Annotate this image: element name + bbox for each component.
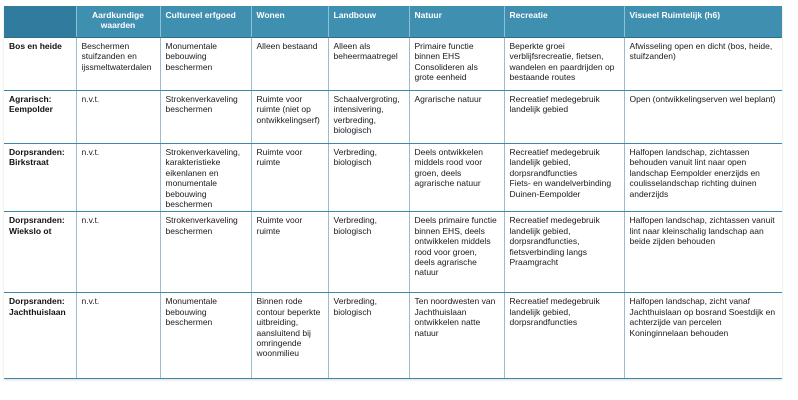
cell-recreatie: Recreatief medegebruik landelijk gebied, dorpsrandfuncties bbox=[504, 293, 624, 379]
cell-erfgoed: Strokenverkaveling, karakteristieke eikenlanen en monumentale bebouwing beschermen bbox=[160, 144, 251, 212]
cell-wonen: Ruimte voor ruimte (niet op ontwikkelingserf) bbox=[251, 91, 328, 144]
cell-landbouw: Verbreding, biologisch bbox=[328, 144, 409, 212]
cell-recreatie: Recreatief medegebruik landelijk gebied bbox=[504, 91, 624, 144]
header-aardkundige-waarden: Aardkundige waarden bbox=[76, 6, 160, 38]
cell-aardkundig: n.v.t. bbox=[76, 212, 160, 293]
cell-erfgoed: Monumentale bebouwing beschermen bbox=[160, 293, 251, 379]
cell-aardkundig: n.v.t. bbox=[76, 144, 160, 212]
table-row bbox=[4, 144, 782, 212]
row-area-label: Dorpsranden: Birkstraat bbox=[4, 144, 76, 212]
cell-recreatie: Beperkte groei verblijfsrecreatie, fietsen, wandelen en paardrijden op bestaande routes bbox=[504, 38, 624, 91]
cell-recreatie-line: Recreatief medegebruik landelijk gebied, dorpsrandfuncties bbox=[509, 147, 600, 178]
cell-visueel: Halfopen landschap, zichtassen behouden vanuit lint naar open landschap Eempolder enerzijds en coulisselandschap richting duinen anderzijds bbox=[624, 144, 782, 212]
cell-recreatie bbox=[504, 144, 624, 212]
cell-erfgoed: Monumentale bebouwing beschermen bbox=[160, 38, 251, 91]
cell-wonen: Alleen bestaand bbox=[251, 38, 328, 91]
cell-erfgoed: Strokenverkaveling beschermen bbox=[160, 212, 251, 293]
cell-natuur: Ten noordwesten van Jachthuislaan ontwikkelen natte natuur bbox=[409, 293, 504, 379]
cell-wonen: Ruimte voor ruimte bbox=[251, 144, 328, 212]
header-natuur: Natuur bbox=[409, 6, 504, 38]
cell-natuur: Deels ontwikkelen middels rood voor groen, deels agrarische natuur bbox=[409, 144, 504, 212]
cell-natuur bbox=[409, 38, 504, 91]
row-area-label: Dorpsranden: Wiekslo ot bbox=[4, 212, 76, 293]
cell-visueel: Halfopen landschap, zichtassen vanuit lint naar kleinschalig landschap aan beide zijden behouden bbox=[624, 212, 782, 293]
cell-landbouw: Verbreding, biologisch bbox=[328, 212, 409, 293]
cell-landbouw: Verbreding, biologisch bbox=[328, 293, 409, 379]
cell-natuur-line: Consolideren als grote eenheid bbox=[414, 61, 478, 83]
landscape-policy-table bbox=[4, 6, 782, 379]
cell-wonen: Binnen rode contour beperkte uitbreiding, aansluitend bij omringende woonmilieu bbox=[251, 293, 328, 379]
table-row bbox=[4, 91, 782, 144]
cell-visueel: Halfopen landschap, zicht vanaf Jachthuislaan op bosrand Soestdijk en achterzijde van percelen Koninginnelaan behouden bbox=[624, 293, 782, 379]
header-cultureel-erfgoed: Cultureel erfgoed bbox=[160, 6, 251, 38]
cell-aardkundig: n.v.t. bbox=[76, 91, 160, 144]
cell-natuur-line: Primaire functie binnen EHS bbox=[414, 41, 474, 62]
cell-wonen: Ruimte voor ruimte bbox=[251, 212, 328, 293]
header-wonen: Wonen bbox=[251, 6, 328, 38]
row-area-label: Bos en heide bbox=[4, 38, 76, 91]
table-row bbox=[4, 38, 782, 91]
table-header-row bbox=[4, 6, 782, 38]
table-row bbox=[4, 293, 782, 379]
row-area-label: Dorpsranden: Jachthuislaan bbox=[4, 293, 76, 379]
cell-visueel: Open (ontwikkelingserven wel beplant) bbox=[624, 91, 782, 144]
header-visueel-ruimtelijk: Visueel Ruimtelijk (h6) bbox=[624, 6, 782, 38]
cell-erfgoed: Strokenverkaveling beschermen bbox=[160, 91, 251, 144]
cell-visueel: Afwisseling open en dicht (bos, heide, stuifzanden) bbox=[624, 38, 782, 91]
header-landbouw: Landbouw bbox=[328, 6, 409, 38]
cell-landbouw: Schaalvergroting, intensivering, verbreding, biologisch bbox=[328, 91, 409, 144]
header-area bbox=[4, 6, 76, 38]
cell-natuur: Deels primaire functie binnen EHS, deels ontwikkelen middels rood voor groen, deels agrarische natuur bbox=[409, 212, 504, 293]
cell-recreatie-line: Fiets- en wandelverbinding Duinen-Eempolder bbox=[509, 178, 612, 199]
row-area-label: Agrarisch: Eempolder bbox=[4, 91, 76, 144]
cell-aardkundig: n.v.t. bbox=[76, 293, 160, 379]
header-recreatie: Recreatie bbox=[504, 6, 624, 38]
cell-recreatie: Recreatief medegebruik landelijk gebied, dorpsrandfuncties, fietsverbinding langs Praamgracht bbox=[504, 212, 624, 293]
cell-natuur: Agrarische natuur bbox=[409, 91, 504, 144]
table-row bbox=[4, 212, 782, 293]
cell-landbouw: Alleen als beheermaatregel bbox=[328, 38, 409, 91]
cell-aardkundig: Beschermen stuifzanden en ijssmeltwaterdalen bbox=[76, 38, 160, 91]
